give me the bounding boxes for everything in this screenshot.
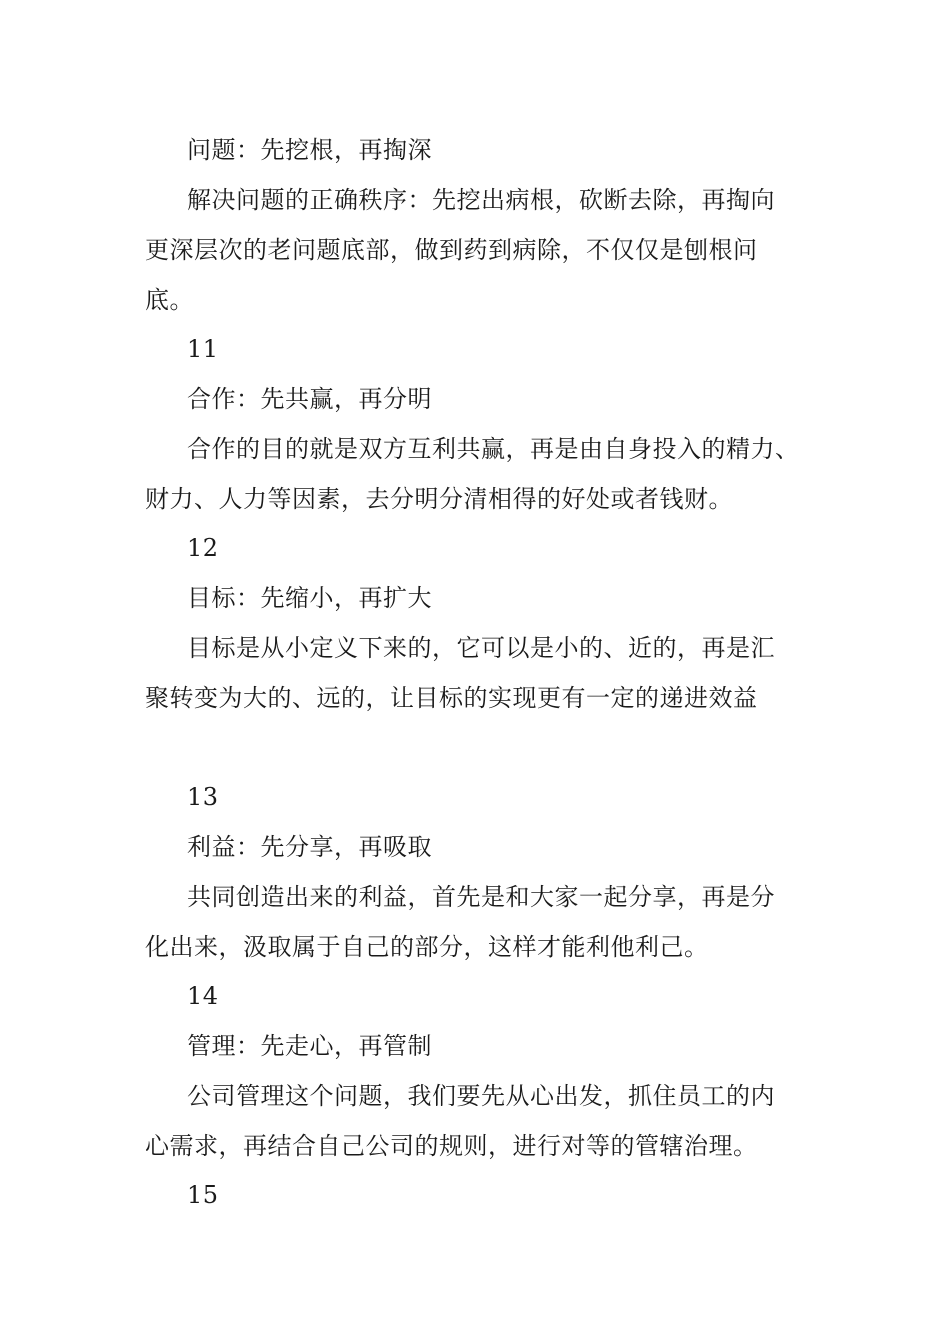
heading-goal: 目标：先缩小，再扩大	[187, 584, 432, 612]
paragraph-line: 合作的目的就是双方互利共赢，再是由自身投入的精力、	[187, 435, 800, 463]
section-number: 15	[187, 1181, 219, 1209]
paragraph-line: 公司管理这个问题，我们要先从心出发，抓住员工的内	[187, 1082, 775, 1110]
heading-problem: 问题：先挖根，再掏深	[187, 136, 432, 164]
heading-cooperation: 合作：先共赢，再分明	[187, 385, 432, 413]
heading-management: 管理：先走心，再管制	[187, 1032, 432, 1060]
paragraph-line: 更深层次的老问题底部，做到药到病除，不仅仅是刨根问	[145, 236, 758, 264]
paragraph-line: 心需求，再结合自己公司的规则，进行对等的管辖治理。	[145, 1132, 758, 1160]
paragraph-line: 化出来，汲取属于自己的部分，这样才能利他利己。	[145, 933, 709, 961]
section-number: 12	[187, 534, 219, 562]
heading-benefit: 利益：先分享，再吸取	[187, 833, 432, 861]
paragraph-line: 底。	[145, 286, 194, 314]
paragraph-line: 财力、人力等因素，去分明分清相得的好处或者钱财。	[145, 485, 733, 513]
paragraph-line: 目标是从小定义下来的，它可以是小的、近的，再是汇	[187, 634, 775, 662]
section-number: 11	[187, 335, 219, 363]
paragraph-line: 共同创造出来的利益，首先是和大家一起分享，再是分	[187, 883, 775, 911]
paragraph-line: 解决问题的正确秩序：先挖出病根，砍断去除，再掏向	[187, 186, 775, 214]
paragraph-line: 聚转变为大的、远的，让目标的实现更有一定的递进效益	[145, 684, 758, 712]
section-number: 14	[187, 982, 219, 1010]
section-number: 13	[187, 783, 219, 811]
